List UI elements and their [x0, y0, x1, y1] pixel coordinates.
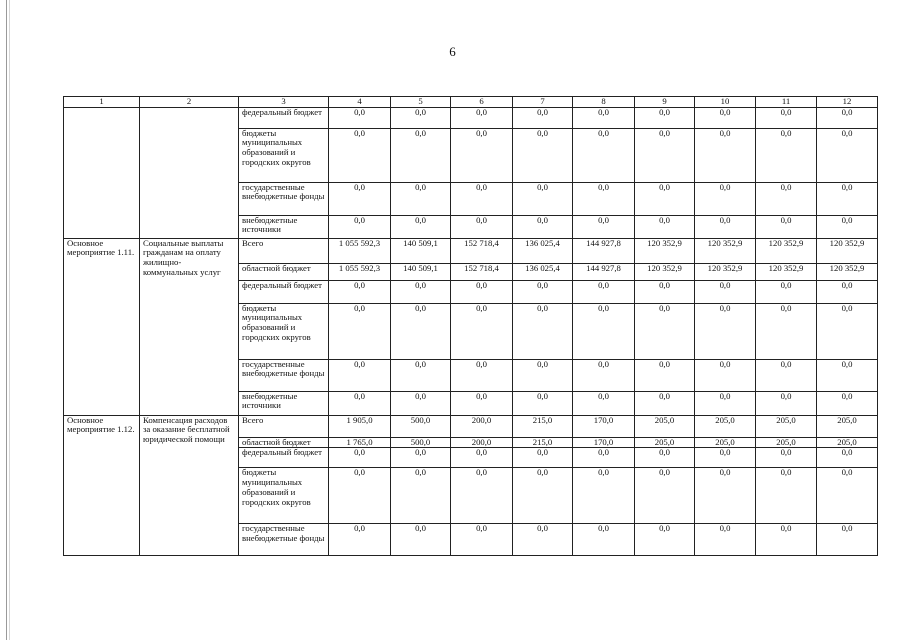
value-cell: 215,0	[513, 437, 573, 448]
value-cell: 1 905,0	[329, 415, 391, 437]
value-cell: 0,0	[817, 391, 878, 415]
value-cell: 0,0	[391, 107, 451, 128]
value-cell: 0,0	[513, 359, 573, 391]
value-cell: 144 927,8	[573, 263, 635, 280]
value-cell: 0,0	[573, 107, 635, 128]
value-cell: 0,0	[573, 303, 635, 359]
value-cell: 0,0	[451, 448, 513, 468]
page-number: 6	[449, 44, 456, 59]
value-cell: 0,0	[573, 182, 635, 215]
value-cell: 0,0	[391, 359, 451, 391]
value-cell: 0,0	[329, 303, 391, 359]
value-cell: 205,0	[695, 437, 756, 448]
column-number-row	[64, 97, 878, 108]
column-number-cell: 7	[513, 97, 573, 108]
value-cell: 0,0	[513, 107, 573, 128]
value-cell: 0,0	[391, 524, 451, 556]
event-cell: Основное мероприятие 1.11.	[64, 238, 140, 415]
value-cell: 0,0	[756, 448, 817, 468]
value-cell: 0,0	[329, 107, 391, 128]
value-cell: 0,0	[451, 524, 513, 556]
value-cell: 205,0	[817, 437, 878, 448]
table-row	[64, 415, 878, 437]
value-cell: 152 718,4	[451, 238, 513, 263]
funding-source-cell: государственные внебюджетные фонды	[239, 524, 329, 556]
table-body	[64, 97, 878, 556]
value-cell: 0,0	[391, 280, 451, 303]
value-cell: 0,0	[451, 215, 513, 238]
value-cell: 120 352,9	[695, 238, 756, 263]
funding-source-cell: областной бюджет	[239, 263, 329, 280]
column-number-cell: 11	[756, 97, 817, 108]
funding-source-cell: внебюджетные источники	[239, 215, 329, 238]
value-cell: 0,0	[513, 280, 573, 303]
value-cell: 0,0	[329, 468, 391, 524]
funding-source-cell: бюджеты муниципальных образований и городских округов	[239, 468, 329, 524]
value-cell: 0,0	[817, 524, 878, 556]
column-number-cell: 10	[695, 97, 756, 108]
value-cell: 0,0	[695, 107, 756, 128]
value-cell: 205,0	[817, 415, 878, 437]
value-cell: 0,0	[391, 468, 451, 524]
value-cell: 0,0	[756, 359, 817, 391]
value-cell: 120 352,9	[756, 263, 817, 280]
value-cell: 0,0	[573, 359, 635, 391]
value-cell: 0,0	[329, 448, 391, 468]
value-cell: 205,0	[635, 415, 695, 437]
value-cell: 0,0	[329, 280, 391, 303]
value-cell: 170,0	[573, 437, 635, 448]
value-cell: 0,0	[635, 303, 695, 359]
funding-source-cell: государственные внебюджетные фонды	[239, 182, 329, 215]
value-cell: 120 352,9	[635, 238, 695, 263]
value-cell: 0,0	[451, 280, 513, 303]
value-cell: 215,0	[513, 415, 573, 437]
value-cell: 136 025,4	[513, 263, 573, 280]
value-cell: 136 025,4	[513, 238, 573, 263]
value-cell: 120 352,9	[817, 238, 878, 263]
value-cell: 0,0	[391, 448, 451, 468]
value-cell: 120 352,9	[695, 263, 756, 280]
value-cell: 0,0	[329, 128, 391, 182]
value-cell: 0,0	[635, 359, 695, 391]
value-cell: 0,0	[451, 182, 513, 215]
value-cell: 0,0	[329, 215, 391, 238]
value-cell: 205,0	[756, 437, 817, 448]
value-cell: 0,0	[635, 107, 695, 128]
value-cell: 205,0	[695, 415, 756, 437]
value-cell: 0,0	[513, 128, 573, 182]
value-cell: 0,0	[695, 303, 756, 359]
value-cell: 0,0	[573, 448, 635, 468]
value-cell: 0,0	[451, 303, 513, 359]
column-number-cell: 5	[391, 97, 451, 108]
value-cell: 0,0	[817, 128, 878, 182]
scan-edge-shadow	[9, 0, 10, 640]
event-cell: Основное мероприятие 1.12.	[64, 415, 140, 556]
value-cell: 200,0	[451, 415, 513, 437]
value-cell: 0,0	[756, 107, 817, 128]
value-cell: 200,0	[451, 437, 513, 448]
value-cell: 0,0	[756, 280, 817, 303]
value-cell: 0,0	[635, 215, 695, 238]
event-cell	[64, 107, 140, 238]
value-cell: 0,0	[695, 359, 756, 391]
column-number-cell: 9	[635, 97, 695, 108]
value-cell: 0,0	[329, 391, 391, 415]
value-cell: 0,0	[329, 524, 391, 556]
value-cell: 500,0	[391, 437, 451, 448]
event-name-cell	[140, 107, 239, 238]
value-cell: 0,0	[391, 182, 451, 215]
value-cell: 500,0	[391, 415, 451, 437]
value-cell: 120 352,9	[817, 263, 878, 280]
value-cell: 0,0	[513, 182, 573, 215]
value-cell: 0,0	[695, 280, 756, 303]
funding-source-cell: государственные внебюджетные фонды	[239, 359, 329, 391]
column-number-cell: 8	[573, 97, 635, 108]
value-cell: 0,0	[451, 107, 513, 128]
value-cell: 0,0	[817, 448, 878, 468]
table-row	[64, 238, 878, 263]
budget-table	[63, 96, 878, 556]
value-cell: 0,0	[817, 303, 878, 359]
value-cell: 0,0	[635, 468, 695, 524]
value-cell: 0,0	[635, 182, 695, 215]
value-cell: 0,0	[391, 128, 451, 182]
event-name-cell: Компенсация расходов за оказание бесплатной юридической помощи	[140, 415, 239, 556]
funding-source-cell: Всего	[239, 238, 329, 263]
value-cell: 205,0	[635, 437, 695, 448]
value-cell: 140 509,1	[391, 263, 451, 280]
funding-source-cell: Всего	[239, 415, 329, 437]
value-cell: 0,0	[513, 391, 573, 415]
funding-source-cell: внебюджетные источники	[239, 391, 329, 415]
value-cell: 144 927,8	[573, 238, 635, 263]
column-number-cell: 4	[329, 97, 391, 108]
funding-source-cell: федеральный бюджет	[239, 280, 329, 303]
value-cell: 0,0	[391, 303, 451, 359]
value-cell: 0,0	[635, 128, 695, 182]
value-cell: 120 352,9	[635, 263, 695, 280]
event-name-cell: Социальные выплаты гражданам на оплату жилищно-коммунальных услуг	[140, 238, 239, 415]
value-cell: 0,0	[756, 215, 817, 238]
column-number-cell: 3	[239, 97, 329, 108]
column-number-cell: 2	[140, 97, 239, 108]
value-cell: 0,0	[635, 524, 695, 556]
value-cell: 0,0	[756, 303, 817, 359]
value-cell: 0,0	[451, 359, 513, 391]
value-cell: 0,0	[329, 182, 391, 215]
value-cell: 0,0	[817, 182, 878, 215]
value-cell: 0,0	[451, 128, 513, 182]
value-cell: 0,0	[513, 303, 573, 359]
value-cell: 1 055 592,3	[329, 263, 391, 280]
value-cell: 0,0	[451, 468, 513, 524]
value-cell: 0,0	[635, 448, 695, 468]
value-cell: 0,0	[817, 468, 878, 524]
value-cell: 0,0	[756, 128, 817, 182]
value-cell: 0,0	[695, 128, 756, 182]
value-cell: 0,0	[817, 359, 878, 391]
value-cell: 0,0	[573, 128, 635, 182]
funding-source-cell: бюджеты муниципальных образований и городских округов	[239, 128, 329, 182]
value-cell: 0,0	[573, 524, 635, 556]
value-cell: 0,0	[573, 391, 635, 415]
value-cell: 0,0	[817, 215, 878, 238]
value-cell: 0,0	[695, 468, 756, 524]
value-cell: 0,0	[817, 107, 878, 128]
value-cell: 170,0	[573, 415, 635, 437]
table-row	[64, 107, 878, 128]
value-cell: 0,0	[513, 448, 573, 468]
value-cell: 140 509,1	[391, 238, 451, 263]
value-cell: 0,0	[573, 215, 635, 238]
value-cell: 0,0	[513, 524, 573, 556]
value-cell: 0,0	[756, 468, 817, 524]
value-cell: 0,0	[573, 280, 635, 303]
column-number-cell: 6	[451, 97, 513, 108]
value-cell: 0,0	[513, 468, 573, 524]
value-cell: 0,0	[756, 391, 817, 415]
value-cell: 0,0	[695, 448, 756, 468]
value-cell: 0,0	[756, 524, 817, 556]
funding-source-cell: областной бюджет	[239, 437, 329, 448]
value-cell: 0,0	[573, 468, 635, 524]
value-cell: 1 765,0	[329, 437, 391, 448]
value-cell: 0,0	[695, 215, 756, 238]
value-cell: 152 718,4	[451, 263, 513, 280]
funding-source-cell: бюджеты муниципальных образований и городских округов	[239, 303, 329, 359]
value-cell: 205,0	[756, 415, 817, 437]
value-cell: 0,0	[695, 524, 756, 556]
value-cell: 0,0	[695, 182, 756, 215]
value-cell: 0,0	[756, 182, 817, 215]
scan-edge-line	[6, 0, 7, 640]
value-cell: 0,0	[817, 280, 878, 303]
value-cell: 0,0	[635, 391, 695, 415]
value-cell: 0,0	[391, 215, 451, 238]
value-cell: 0,0	[513, 215, 573, 238]
funding-source-cell: федеральный бюджет	[239, 107, 329, 128]
column-number-cell: 1	[64, 97, 140, 108]
value-cell: 0,0	[451, 391, 513, 415]
value-cell: 120 352,9	[756, 238, 817, 263]
column-number-cell: 12	[817, 97, 878, 108]
value-cell: 0,0	[695, 391, 756, 415]
value-cell: 0,0	[391, 391, 451, 415]
value-cell: 0,0	[329, 359, 391, 391]
funding-source-cell: федеральный бюджет	[239, 448, 329, 468]
value-cell: 1 055 592,3	[329, 238, 391, 263]
value-cell: 0,0	[635, 280, 695, 303]
